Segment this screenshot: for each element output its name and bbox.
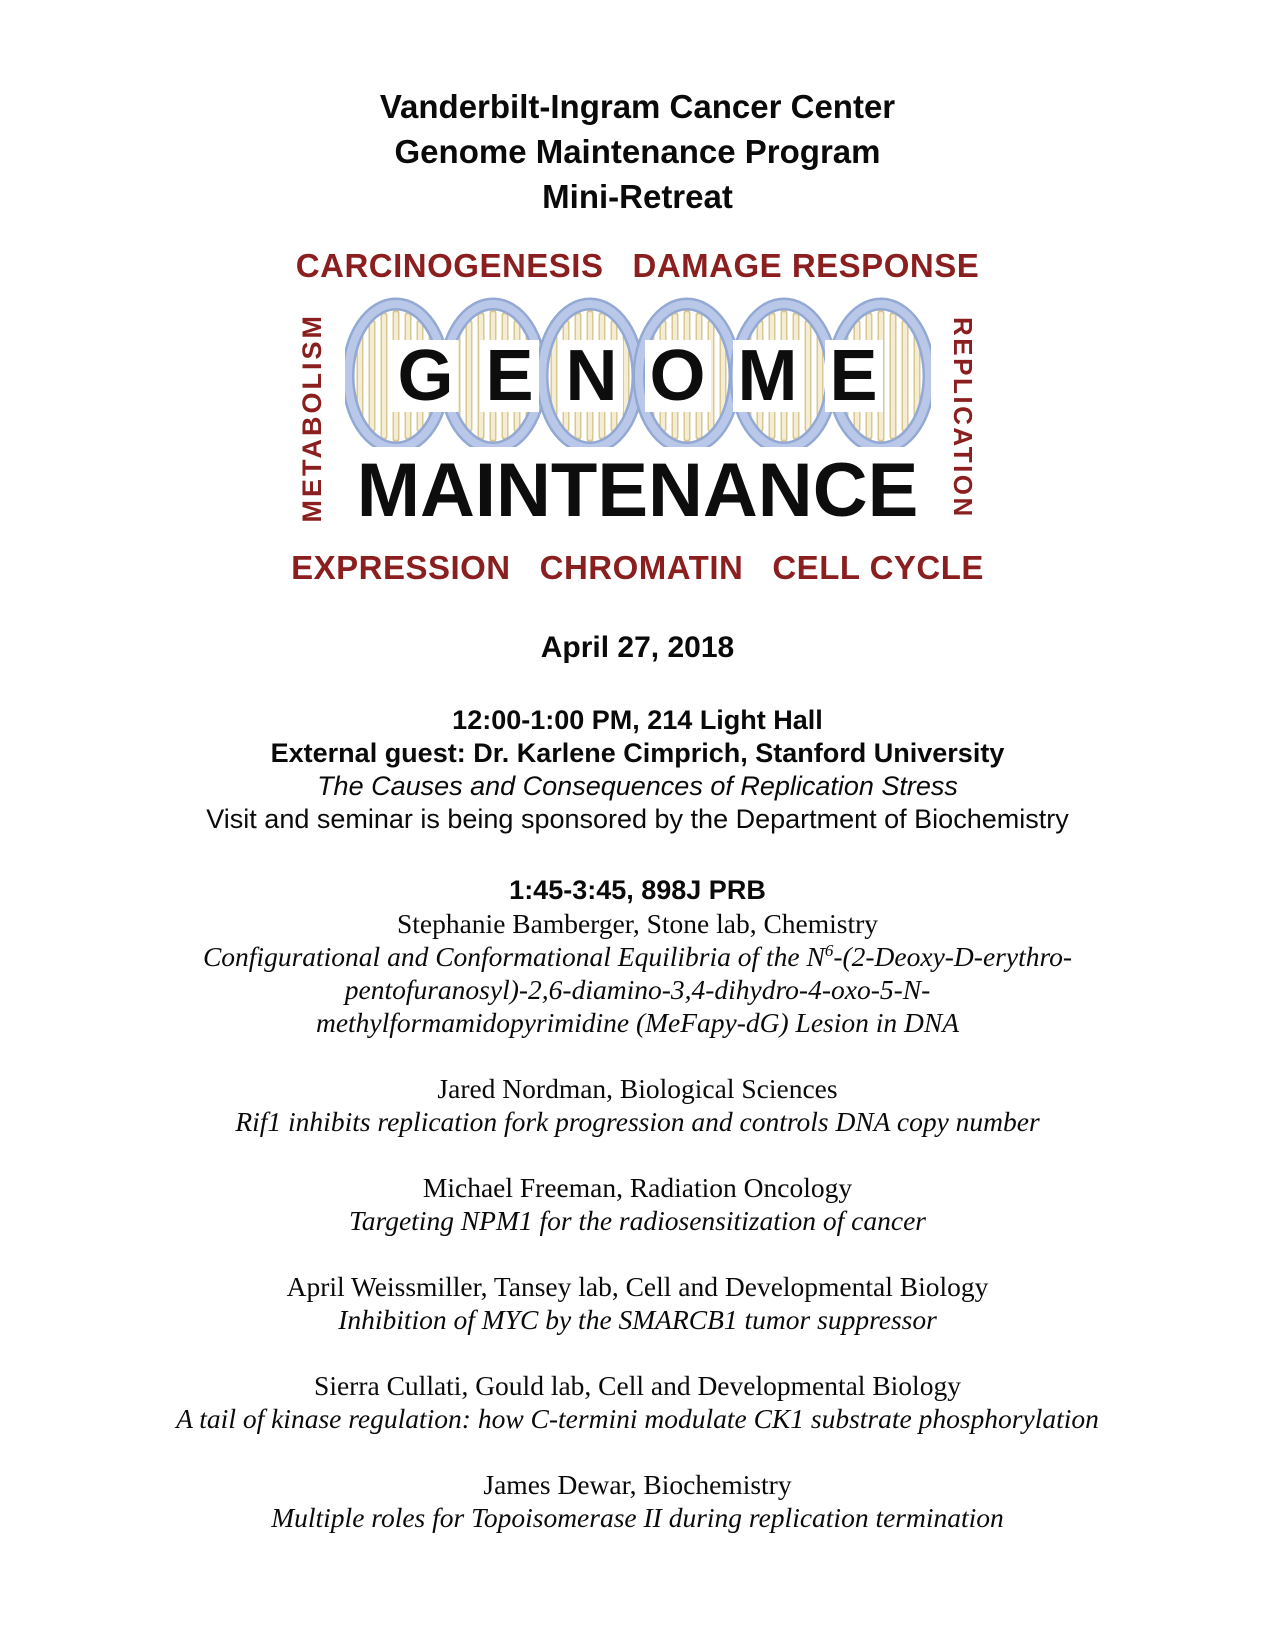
talk-title: A tail of kinase regulation: how C-termini modulate CK1 substrate phosphorylation: [176, 1403, 1099, 1434]
talk-title: Targeting NPM1 for the radiosensitization of cancer: [349, 1205, 926, 1236]
session1-note: Visit and seminar is being sponsored by the Department of Biochemistry: [206, 804, 1069, 834]
genome-maintenance-logo: [288, 247, 988, 587]
superscript-6: 6: [824, 940, 834, 960]
talk-title: pentofuranosyl)-2,6-diamino-3,4-dihydro-4-oxo-5-N-: [344, 974, 931, 1005]
session1-talk-title: The Causes and Consequences of Replication Stress: [317, 771, 958, 801]
talk-title: methylformamidopyrimidine (MeFapy-dG) Lesion in DNA: [315, 1007, 960, 1038]
talk-speaker: Jared Nordman, Biological Sciences: [437, 1073, 838, 1104]
genome-letter: N: [561, 340, 623, 412]
session2-heading: 1:45-3:45, 898J PRB: [509, 875, 766, 905]
talk-weissmiller: [0, 1270, 1275, 1336]
genome-letter: O: [645, 340, 711, 412]
talk-title-part: Configurational and Conformational Equilibria of the N: [202, 941, 825, 972]
logo-word-replication: REPLICATION: [948, 317, 978, 519]
talk-speaker: April Weissmiller, Tansey lab, Cell and Developmental Biology: [286, 1271, 989, 1302]
title-line-3: Mini-Retreat: [542, 178, 733, 215]
talk-nordman: [0, 1072, 1275, 1138]
talk-title-part: -(2-Deoxy-D-erythro-: [833, 941, 1073, 972]
logo-top-words: CARCINOGENESIS DAMAGE RESPONSE: [295, 247, 980, 284]
logo-word-metabolism: METABOLISM: [297, 313, 327, 523]
talk-title: Multiple roles for Topoisomerase II during replication termination: [271, 1502, 1004, 1533]
flyer-title: [0, 84, 1275, 219]
session2-block: [0, 874, 1275, 1534]
logo-bottom-words: EXPRESSION CHROMATIN CELL CYCLE: [291, 549, 984, 586]
logo-center: [338, 297, 938, 539]
event-date: April 27, 2018: [540, 631, 735, 664]
genome-letter: E: [480, 340, 538, 412]
talk-speaker: Stephanie Bamberger, Stone lab, Chemistry: [396, 908, 879, 939]
talk-speaker: Sierra Cullati, Gould lab, Cell and Developmental Biology: [314, 1370, 961, 1401]
genome-letter: M: [733, 340, 803, 412]
logo-word-maintenance: MAINTENANCE: [349, 447, 927, 535]
genome-letter: E: [825, 340, 883, 412]
logo-word-genome: [338, 297, 938, 455]
title-line-2: Genome Maintenance Program: [394, 133, 881, 170]
title-line-1: Vanderbilt-Ingram Cancer Center: [379, 88, 896, 125]
talk-freeman: [0, 1171, 1275, 1237]
talk-speaker: James Dewar, Biochemistry: [483, 1469, 792, 1500]
talk-cullati: [0, 1369, 1275, 1435]
talk-speaker: Michael Freeman, Radiation Oncology: [422, 1172, 853, 1203]
talk-title: Inhibition of MYC by the SMARCB1 tumor suppressor: [338, 1304, 937, 1335]
talk-bamberger: [0, 907, 1275, 1039]
logo-middle: [288, 297, 988, 539]
session1-block: [0, 704, 1275, 836]
session1-time-location: 12:00-1:00 PM, 214 Light Hall: [452, 705, 823, 735]
talk-title: [0, 940, 1275, 973]
talk-title: Rif1 inhibits replication fork progression and controls DNA copy number: [235, 1106, 1040, 1137]
logo-left-column: [288, 297, 338, 539]
genome-letter: G: [392, 340, 458, 412]
session1-guest: External guest: Dr. Karlene Cimprich, Stanford University: [270, 738, 1005, 768]
logo-right-column: [938, 297, 988, 539]
talk-dewar: [0, 1468, 1275, 1534]
